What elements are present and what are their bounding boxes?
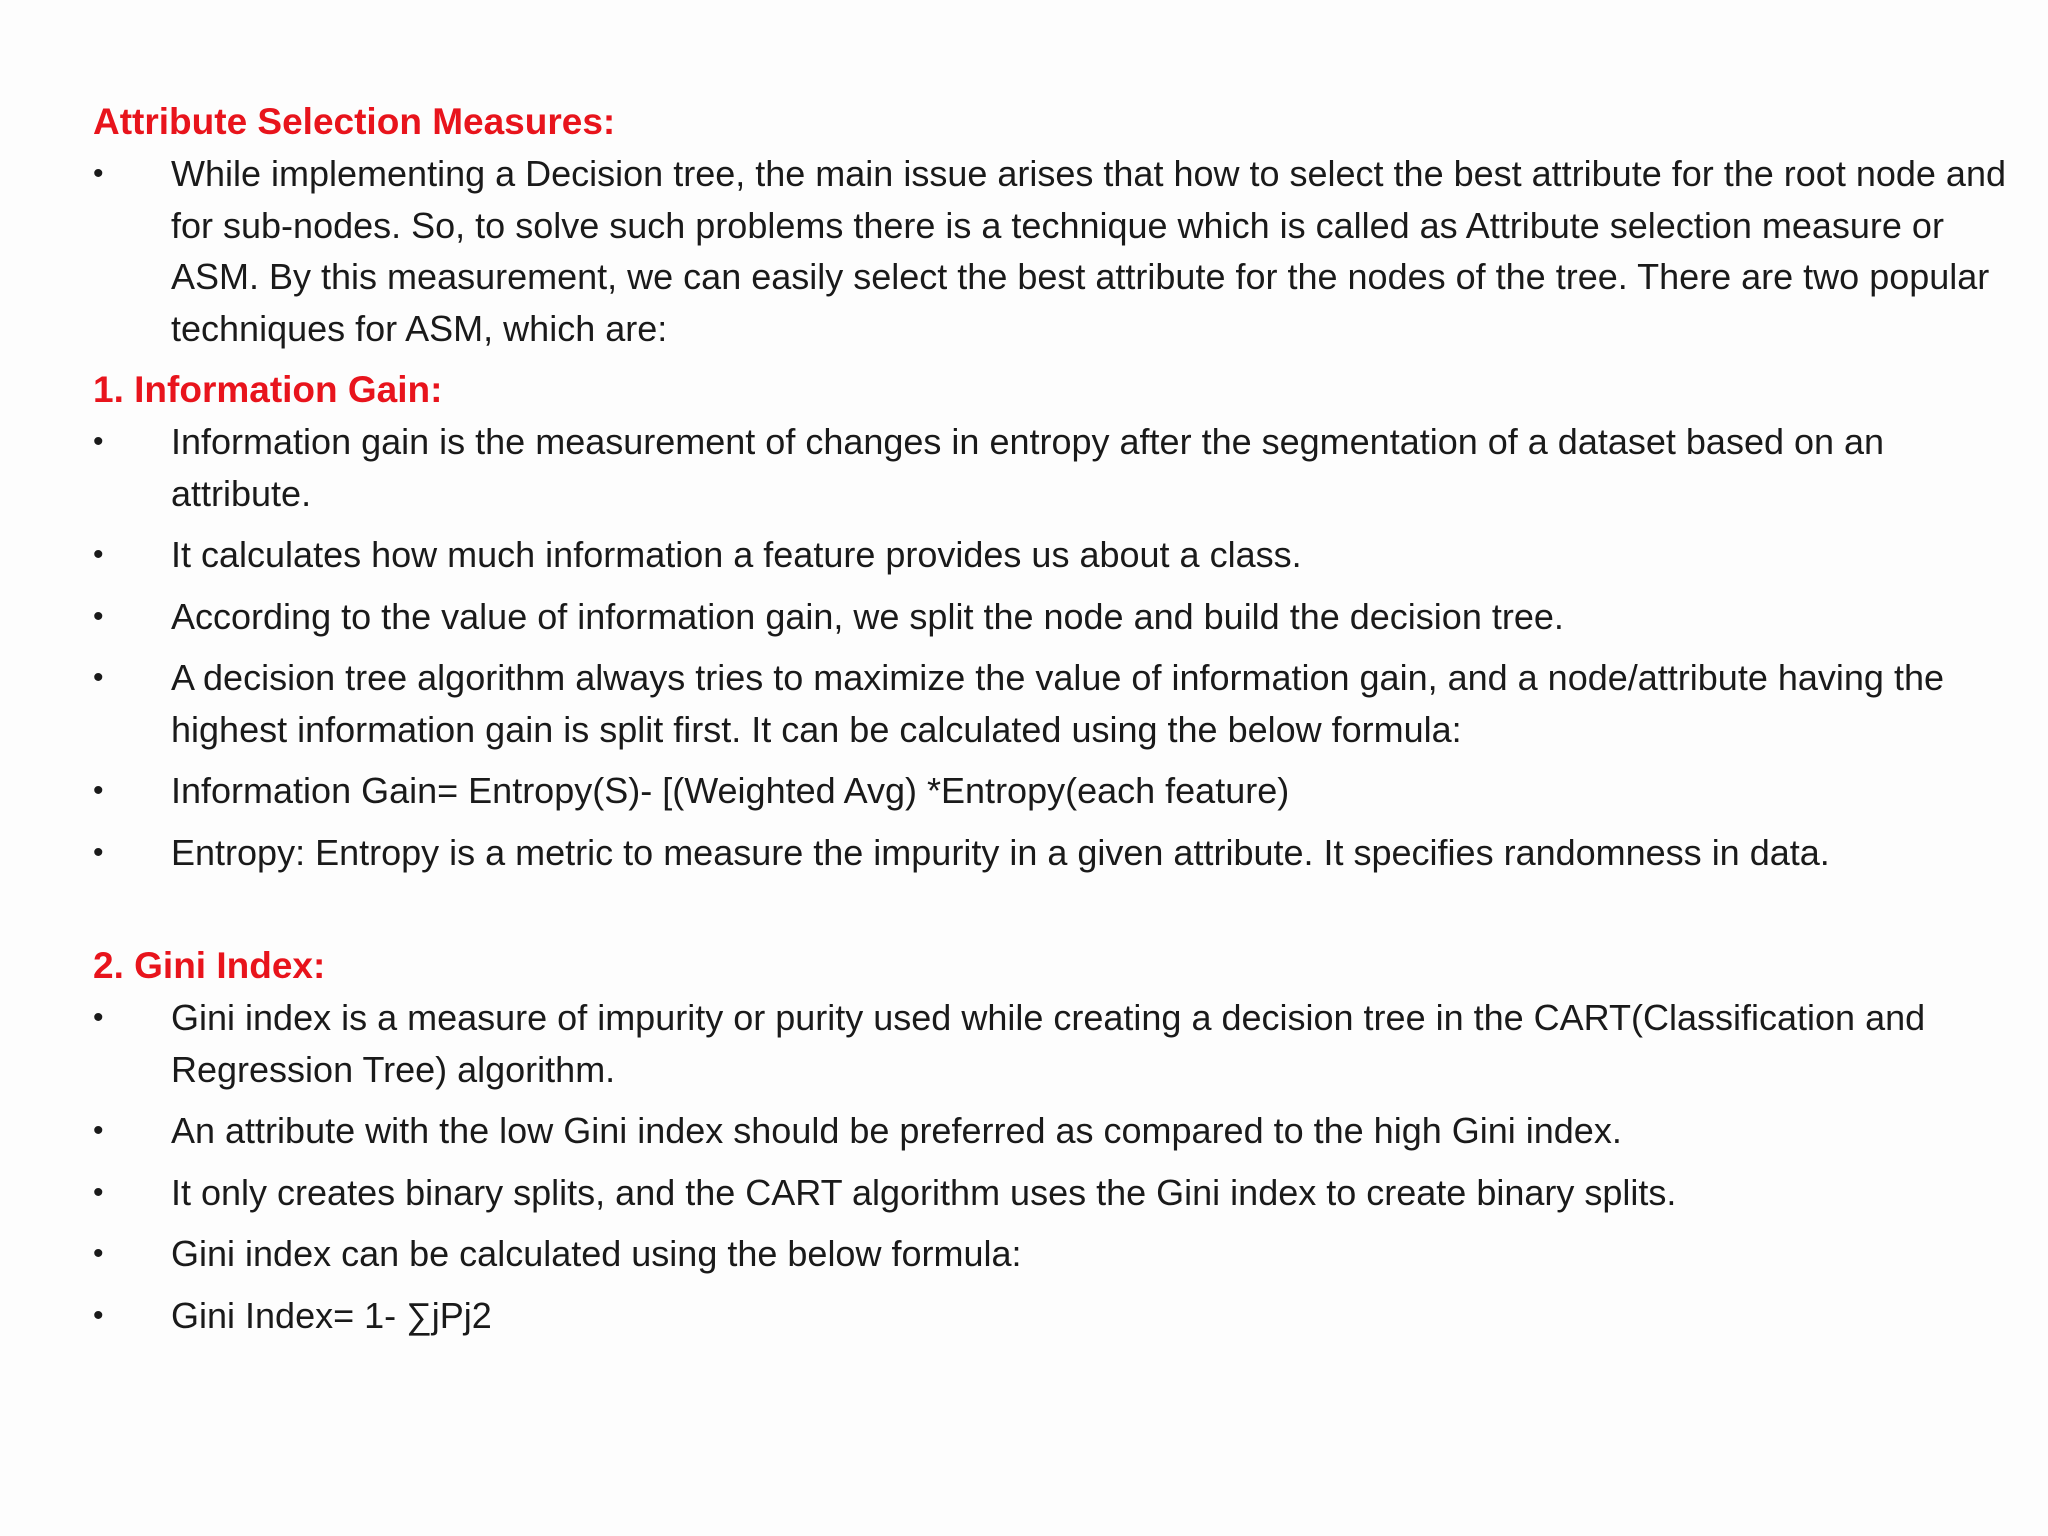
list-item xyxy=(93,1228,2013,1280)
gini-index-bullet-list xyxy=(93,992,2013,1341)
asm-heading: Attribute Selection Measures: xyxy=(93,101,616,142)
bullet-icon: • xyxy=(93,538,104,571)
bullet-text: According to the value of information gain, we split the node and build the decision tree. xyxy=(171,595,1564,637)
list-item xyxy=(93,416,2013,519)
bullet-icon: • xyxy=(93,1001,104,1034)
bullet-icon: • xyxy=(93,1237,104,1270)
bullet-icon: • xyxy=(93,1175,104,1209)
list-item xyxy=(93,827,2013,879)
list-item xyxy=(93,1105,2013,1157)
bullet-icon: • xyxy=(93,1298,104,1332)
bullet-text: Gini Index= 1- ∑jPj2 xyxy=(171,1294,492,1336)
bullet-icon: • xyxy=(93,835,104,869)
bullet-text: Entropy: Entropy is a metric to measure the impurity in a given attribute. It specifies randomness in data. xyxy=(171,831,1830,873)
bullet-text: It calculates how much information a feature provides us about a class. xyxy=(171,534,1302,575)
section-spacer xyxy=(93,888,2013,940)
list-item xyxy=(93,652,2013,755)
list-item xyxy=(93,529,2013,581)
slide-content xyxy=(93,96,2013,1351)
asm-bullet-list xyxy=(93,148,2013,354)
bullet-icon: • xyxy=(93,661,104,694)
bullet-text: Gini index can be calculated using the below formula: xyxy=(171,1233,1022,1274)
bullet-icon: • xyxy=(93,157,104,190)
list-item xyxy=(93,992,2013,1095)
information-gain-bullet-list xyxy=(93,416,2013,878)
information-gain-heading: 1. Information Gain: xyxy=(93,369,443,410)
bullet-icon: • xyxy=(93,599,104,633)
list-item xyxy=(93,591,2013,643)
bullet-text: Gini index is a measure of impurity or purity used while creating a decision tree in the CART(Classification and Regression Tree) algorithm. xyxy=(171,997,1926,1090)
list-item xyxy=(93,1167,2013,1219)
list-item xyxy=(93,1290,2013,1342)
gini-index-heading: 2. Gini Index: xyxy=(93,945,326,986)
bullet-text: A decision tree algorithm always tries to maximize the value of information gain, and a node/attribute having the highest information gain is split first. It can be calculated using the below formula: xyxy=(171,657,1944,750)
bullet-text: Information gain is the measurement of changes in entropy after the segmentation of a dataset based on an attribute. xyxy=(171,421,1885,514)
bullet-text: While implementing a Decision tree, the main issue arises that how to select the best attribute for the root node and for sub-nodes. So, to solve such problems there is a technique which is called as Attribute selection measure or ASM. By this measurement, we can easily select the best attribute for the nodes of the tree. There are two popular techniques for ASM, which are: xyxy=(171,153,2006,349)
bullet-icon: • xyxy=(93,774,104,807)
bullet-text: Information Gain= Entropy(S)- [(Weighted Avg) *Entropy(each feature) xyxy=(171,770,1290,811)
bullet-icon: • xyxy=(93,425,104,458)
bullet-icon: • xyxy=(93,1114,104,1147)
bullet-text: It only creates binary splits, and the CART algorithm uses the Gini index to create binary splits. xyxy=(171,1171,1677,1213)
bullet-text: An attribute with the low Gini index should be preferred as compared to the high Gini index. xyxy=(171,1110,1622,1151)
list-item xyxy=(93,765,2013,817)
list-item xyxy=(93,148,2013,354)
